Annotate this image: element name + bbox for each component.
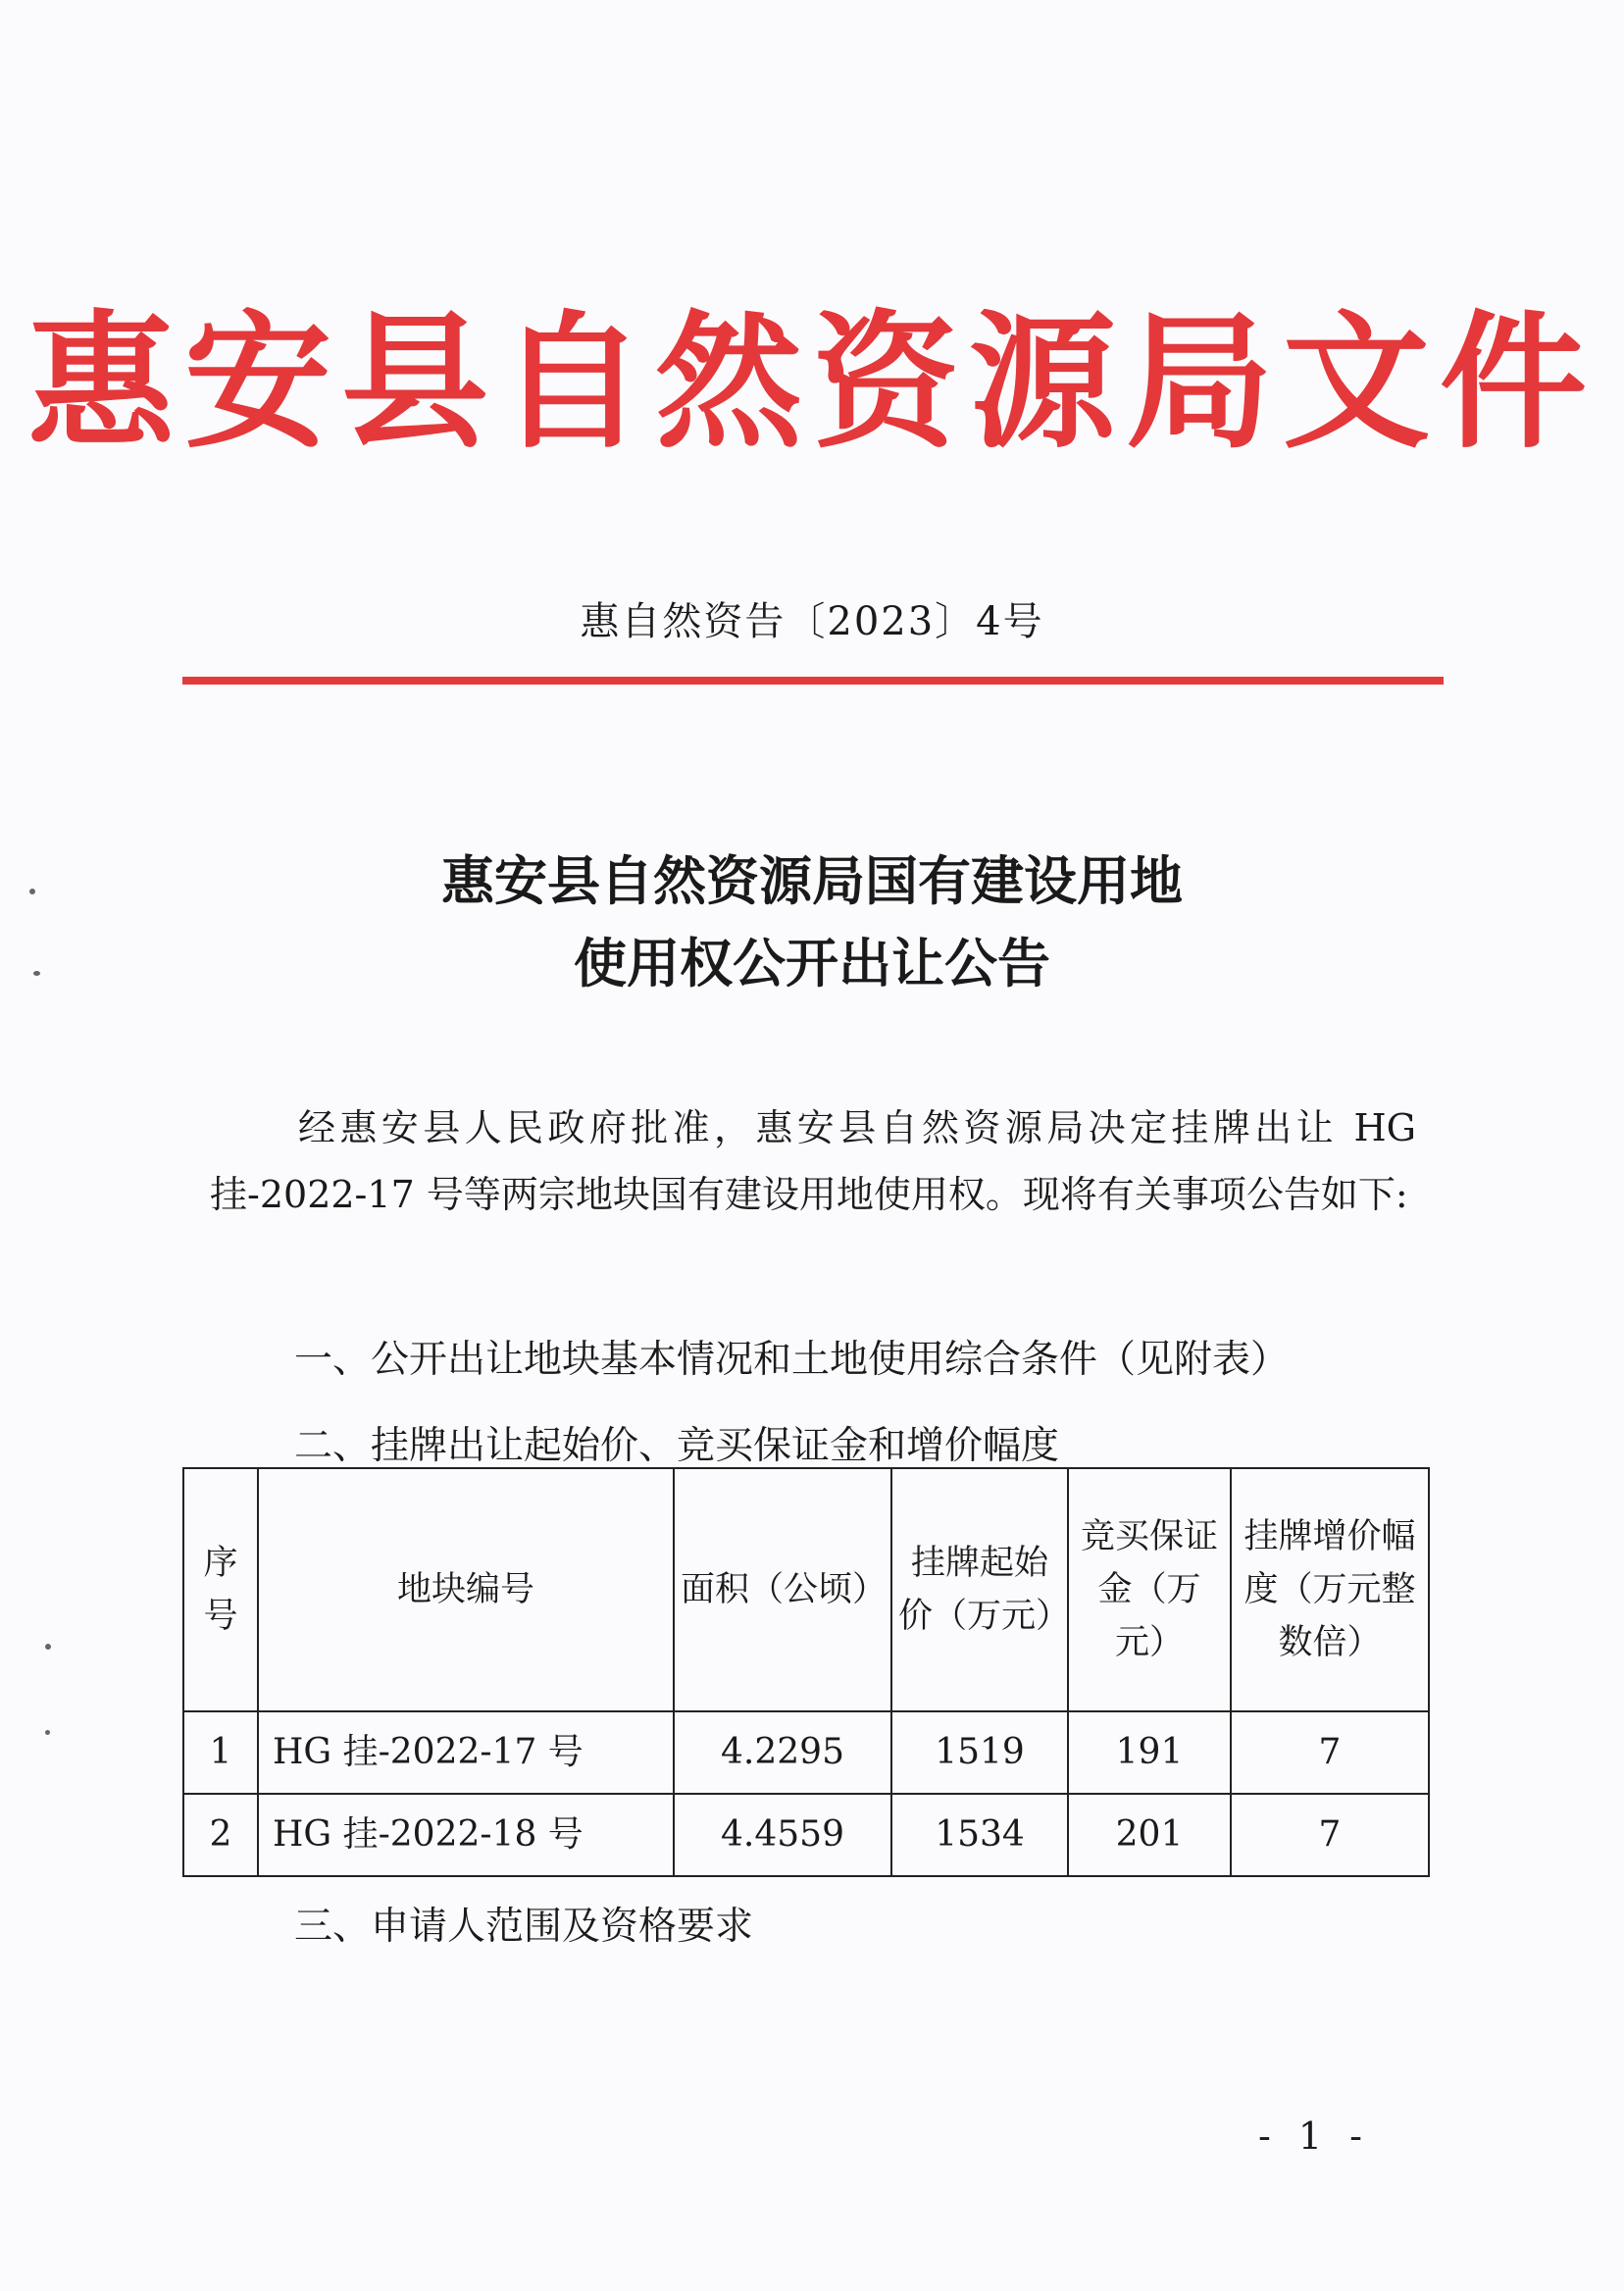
- scan-speck: [33, 971, 40, 976]
- cell-deposit: 201: [1068, 1794, 1231, 1876]
- cell-parcel-id: HG 挂-2022-17 号: [258, 1711, 674, 1794]
- header-area: 面积（公顷）: [674, 1468, 891, 1711]
- cell-increment: 7: [1231, 1711, 1429, 1794]
- section-heading-2: 二、挂牌出让起始价、竞买保证金和增价幅度: [294, 1424, 1060, 1468]
- cell-deposit: 191: [1068, 1711, 1231, 1794]
- land-parcel-table: [182, 1467, 1430, 1877]
- cell-area: 4.2295: [674, 1711, 891, 1794]
- table-row: [183, 1794, 1429, 1876]
- cell-increment: 7: [1231, 1794, 1429, 1876]
- header-start-price: 挂牌起始价（万元）: [891, 1468, 1068, 1711]
- scan-speck: [29, 889, 35, 894]
- notice-title-line1: 惠安县自然资源局国有建设用地: [441, 849, 1183, 912]
- cell-serial: 2: [183, 1794, 258, 1876]
- cell-area: 4.4559: [674, 1794, 891, 1876]
- section-heading-3: 三、申请人范围及资格要求: [294, 1905, 754, 1949]
- cell-start-price: 1519: [891, 1711, 1068, 1794]
- notice-title-line2: 使用权公开出让公告: [574, 932, 1050, 994]
- table-header-row: [183, 1468, 1429, 1711]
- header-parcel-id: 地块编号: [258, 1468, 674, 1711]
- section-heading-1: 一、公开出让地块基本情况和土地使用综合条件（见附表）: [294, 1338, 1290, 1382]
- document-masthead: 惠安县自然资源局文件: [26, 296, 1597, 469]
- header-increment: 挂牌增价幅度（万元整数倍）: [1231, 1468, 1429, 1711]
- header-serial: 序号: [183, 1468, 258, 1711]
- document-number: 惠自然资告〔2023〕4号: [580, 599, 1044, 644]
- header-deposit: 竞买保证金（万元）: [1068, 1468, 1231, 1711]
- scan-speck: [45, 1644, 51, 1650]
- cell-serial: 1: [183, 1711, 258, 1794]
- intro-paragraph: 经惠安县人民政府批准，惠安县自然资源局决定挂牌出让 HG 挂-2022-17 号等两宗地块国有建设用地使用权。现将有关事项公告如下:: [210, 1106, 1416, 1216]
- scan-speck: [45, 1730, 50, 1735]
- table-row: [183, 1711, 1429, 1794]
- red-separator-line: [182, 677, 1444, 685]
- cell-start-price: 1534: [891, 1794, 1068, 1876]
- page-number: - 1 -: [1257, 2114, 1370, 2158]
- cell-parcel-id: HG 挂-2022-18 号: [258, 1794, 674, 1876]
